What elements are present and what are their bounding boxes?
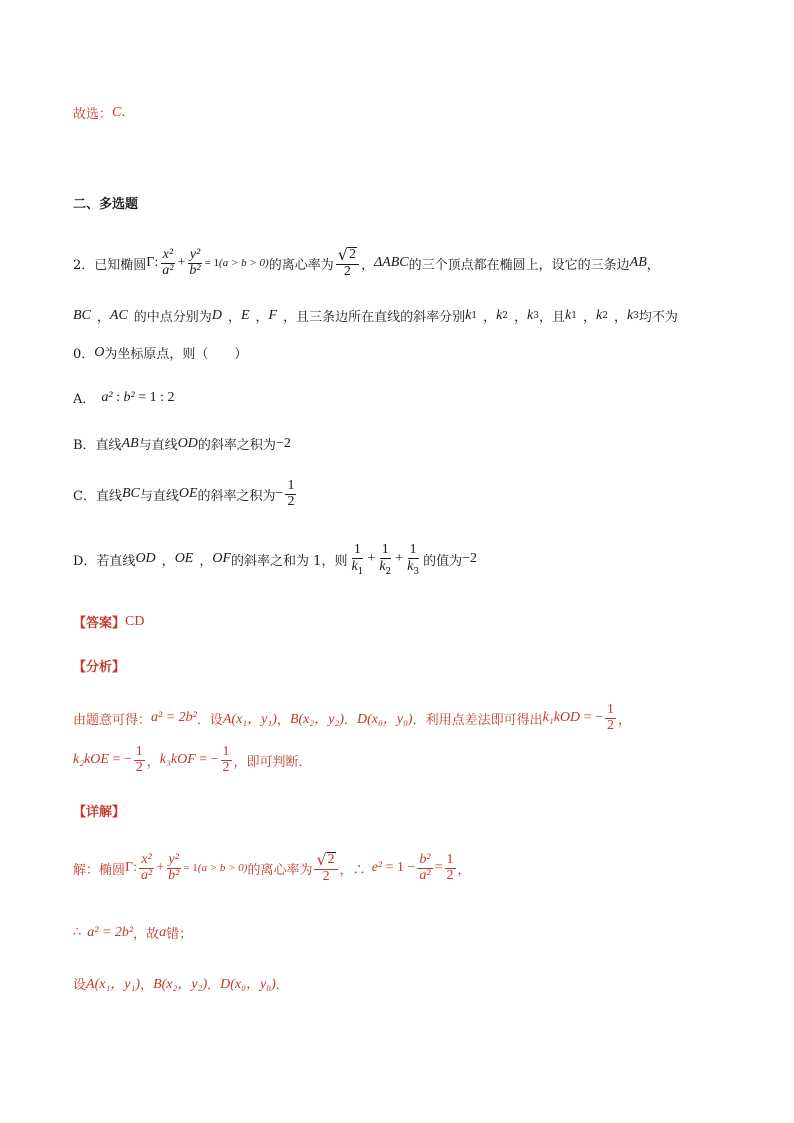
analysis-label: 【分析】 <box>73 660 126 675</box>
analysis-line-1: 由题意可得： a² = 2b² ．设 A(x₁，y₁) ， B(x₂，y₂) ． D(x₀，y₀) ．利用点差法即可得出 k₁k OD = − $\frac{1}{2}$ ， <box>73 701 631 733</box>
detail-line-2: ∴ a² = 2b² ，故 a 错； <box>73 924 193 942</box>
answer-label: 【答案】 <box>73 616 126 631</box>
frac-1-k2: $\frac{1}{k_2}$ <box>379 542 392 577</box>
option-a: A． a² : b² = 1 : 2 <box>73 389 175 407</box>
question-number: 2．已知椭圆 <box>73 257 147 273</box>
ellipse-condition: (a > b > 0) <box>219 257 269 269</box>
question-line-1: 2．已知椭圆 Γ : $\frac{\text{x²}}{\text{a²}}$ + $\frac{\text{y²}}{\text{b²}}$ = 1 (a > b > 0) 的离心率为 √ 2 2 ， ΔABC 的三个顶点都在椭圆上，设它的三条边 AB ， <box>73 244 660 279</box>
frac-1-k3: $\frac{1}{k_3}$ <box>407 542 420 577</box>
frac-y2-b2: $\frac{\text{y²}}{\text{b²}}$ <box>189 246 201 278</box>
section-title: 二、多选题 <box>73 197 139 212</box>
question-line-3: 0． O 为坐标原点，则（ ） <box>73 344 248 362</box>
previous-answer-line <box>73 103 126 122</box>
answer-value: CD <box>125 613 145 629</box>
frac-x2-a2: $\frac{\text{x²}}{\text{a²}}$ <box>162 246 174 278</box>
frac-half: $\frac{1}{2}$ <box>287 477 295 509</box>
gamma-symbol: Γ <box>146 255 155 270</box>
analysis-line-2: k₂k OE = − $\frac{1}{2}$ ， k₃k OF = − $\frac{1}{2}$ ，即可判断． <box>73 743 312 775</box>
question-line-2: BC ， AC 的中点分别为 D ， E ， F ，且三条边所在直线的斜率分别 k 1 ， k 2 ， k 3 ，且 k 1 ， k 2 ， k 3 均不为 <box>73 307 678 325</box>
triangle-abc: ΔABC <box>373 255 409 270</box>
option-b: B．直线 AB 与直线 OD 的斜率之积为 −2 <box>73 435 291 453</box>
answer-line <box>73 612 144 631</box>
prev-choice-end: . <box>121 105 126 120</box>
option-d: D．若直线 OD ， OE ， OF 的斜率之和为 1，则 $\frac{1}{k_1}$ + $\frac{1}{k_2}$ + $\frac{1}{k_3}$ 的值为 −2 <box>73 542 478 577</box>
prev-choice-prefix: 故选： <box>73 107 113 122</box>
eccentricity-fraction: √ 2 2 <box>336 247 359 279</box>
frac-1-k1: $\frac{1}{k_1}$ <box>351 542 364 577</box>
prev-choice-letter: C <box>112 104 122 120</box>
detail-label: 【详解】 <box>73 805 126 820</box>
detail-line-1: 解：椭圆 Γ : $\frac{\text{x²}}{\text{a²}}$ + $\frac{\text{y²}}{\text{b²}}$ = 1 (a > b > 0) 的离心率为 √ 2 2 ，∴ e² = 1 − $\frac{\text{b²}}{\text{a²}}$ = $\frac{1}{2}$ ， <box>73 849 471 884</box>
detail-line-3: 设 A(x₁，y₁) ， B(x₂，y₂) ． D(x₀，y₀) ． <box>73 977 289 993</box>
option-c: C．直线 BC 与直线 OE 的斜率之积为 − $\frac{1}{2}$ <box>73 477 295 509</box>
